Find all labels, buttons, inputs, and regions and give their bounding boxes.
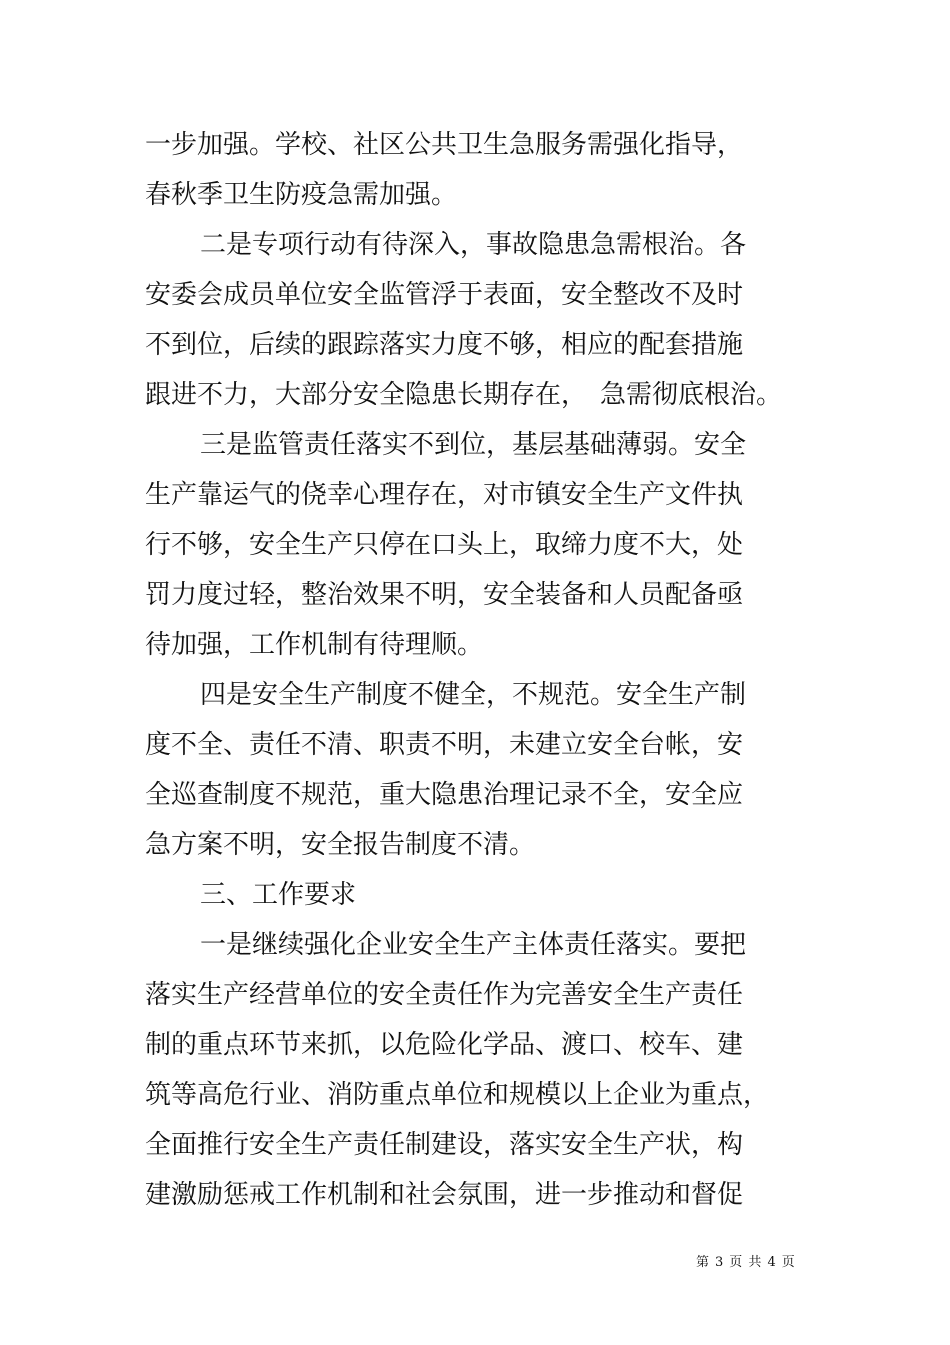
- text-line: 全巡查制度不规范，重大隐患治理记录不全，安全应: [145, 780, 744, 810]
- footer-suffix: 页: [781, 1255, 796, 1270]
- text-line: 安委会成员单位安全监管浮于表面，安全整改不及时: [145, 280, 744, 310]
- text-line: 二是专项行动有待深入，事故隐患急需根治。各: [200, 230, 747, 260]
- text-line: 四是安全生产制度不健全，不规范。安全生产制: [200, 680, 747, 710]
- footer-total-pages: 4: [767, 1255, 777, 1270]
- text-line: 跟进不力，大部分安全隐患长期存在， 急需彻底根治。: [145, 380, 783, 410]
- text-line: 行不够，安全生产只停在口头上，取缔力度不大，处: [145, 530, 744, 560]
- text-line: 三是监管责任落实不到位，基层基础薄弱。安全: [200, 430, 747, 460]
- text-line: 度不全、责任不清、职责不明，未建立安全台帐，安: [145, 730, 744, 760]
- body-text: [145, 120, 805, 1220]
- footer-prefix: 第: [696, 1255, 711, 1270]
- text-line: 全面推行安全生产责任制建设，落实安全生产状，构: [145, 1130, 744, 1160]
- text-line: 落实生产经营单位的安全责任作为完善安全生产责任: [145, 980, 744, 1010]
- footer-page-number: 3: [715, 1255, 725, 1270]
- text-line: 一步加强。学校、社区公共卫生急服务需强化指导，: [145, 130, 744, 160]
- page-footer: [696, 1251, 801, 1270]
- text-line: 一是继续强化企业安全生产主体责任落实。要把: [200, 930, 747, 960]
- text-line: 筑等高危行业、消防重点单位和规模以上企业为重点，: [145, 1080, 770, 1110]
- text-line: 不到位，后续的跟踪落实力度不够，相应的配套措施: [145, 330, 744, 360]
- text-line: 生产靠运气的侥幸心理存在，对市镇安全生产文件执: [145, 480, 744, 510]
- footer-middle: 页 共: [729, 1255, 763, 1270]
- text-line: 三、工作要求: [200, 880, 357, 910]
- text-line: 春秋季卫生防疫急需加强。: [145, 180, 458, 210]
- text-line: 待加强，工作机制有待理顺。: [145, 630, 484, 660]
- text-line: 急方案不明，安全报告制度不清。: [145, 830, 536, 860]
- text-line: 罚力度过轻，整治效果不明，安全装备和人员配备亟: [145, 580, 744, 610]
- text-line: 制的重点环节来抓，以危险化学品、渡口、校车、建: [145, 1030, 744, 1060]
- text-line: 建激励惩戒工作机制和社会氛围，进一步推动和督促: [145, 1180, 744, 1210]
